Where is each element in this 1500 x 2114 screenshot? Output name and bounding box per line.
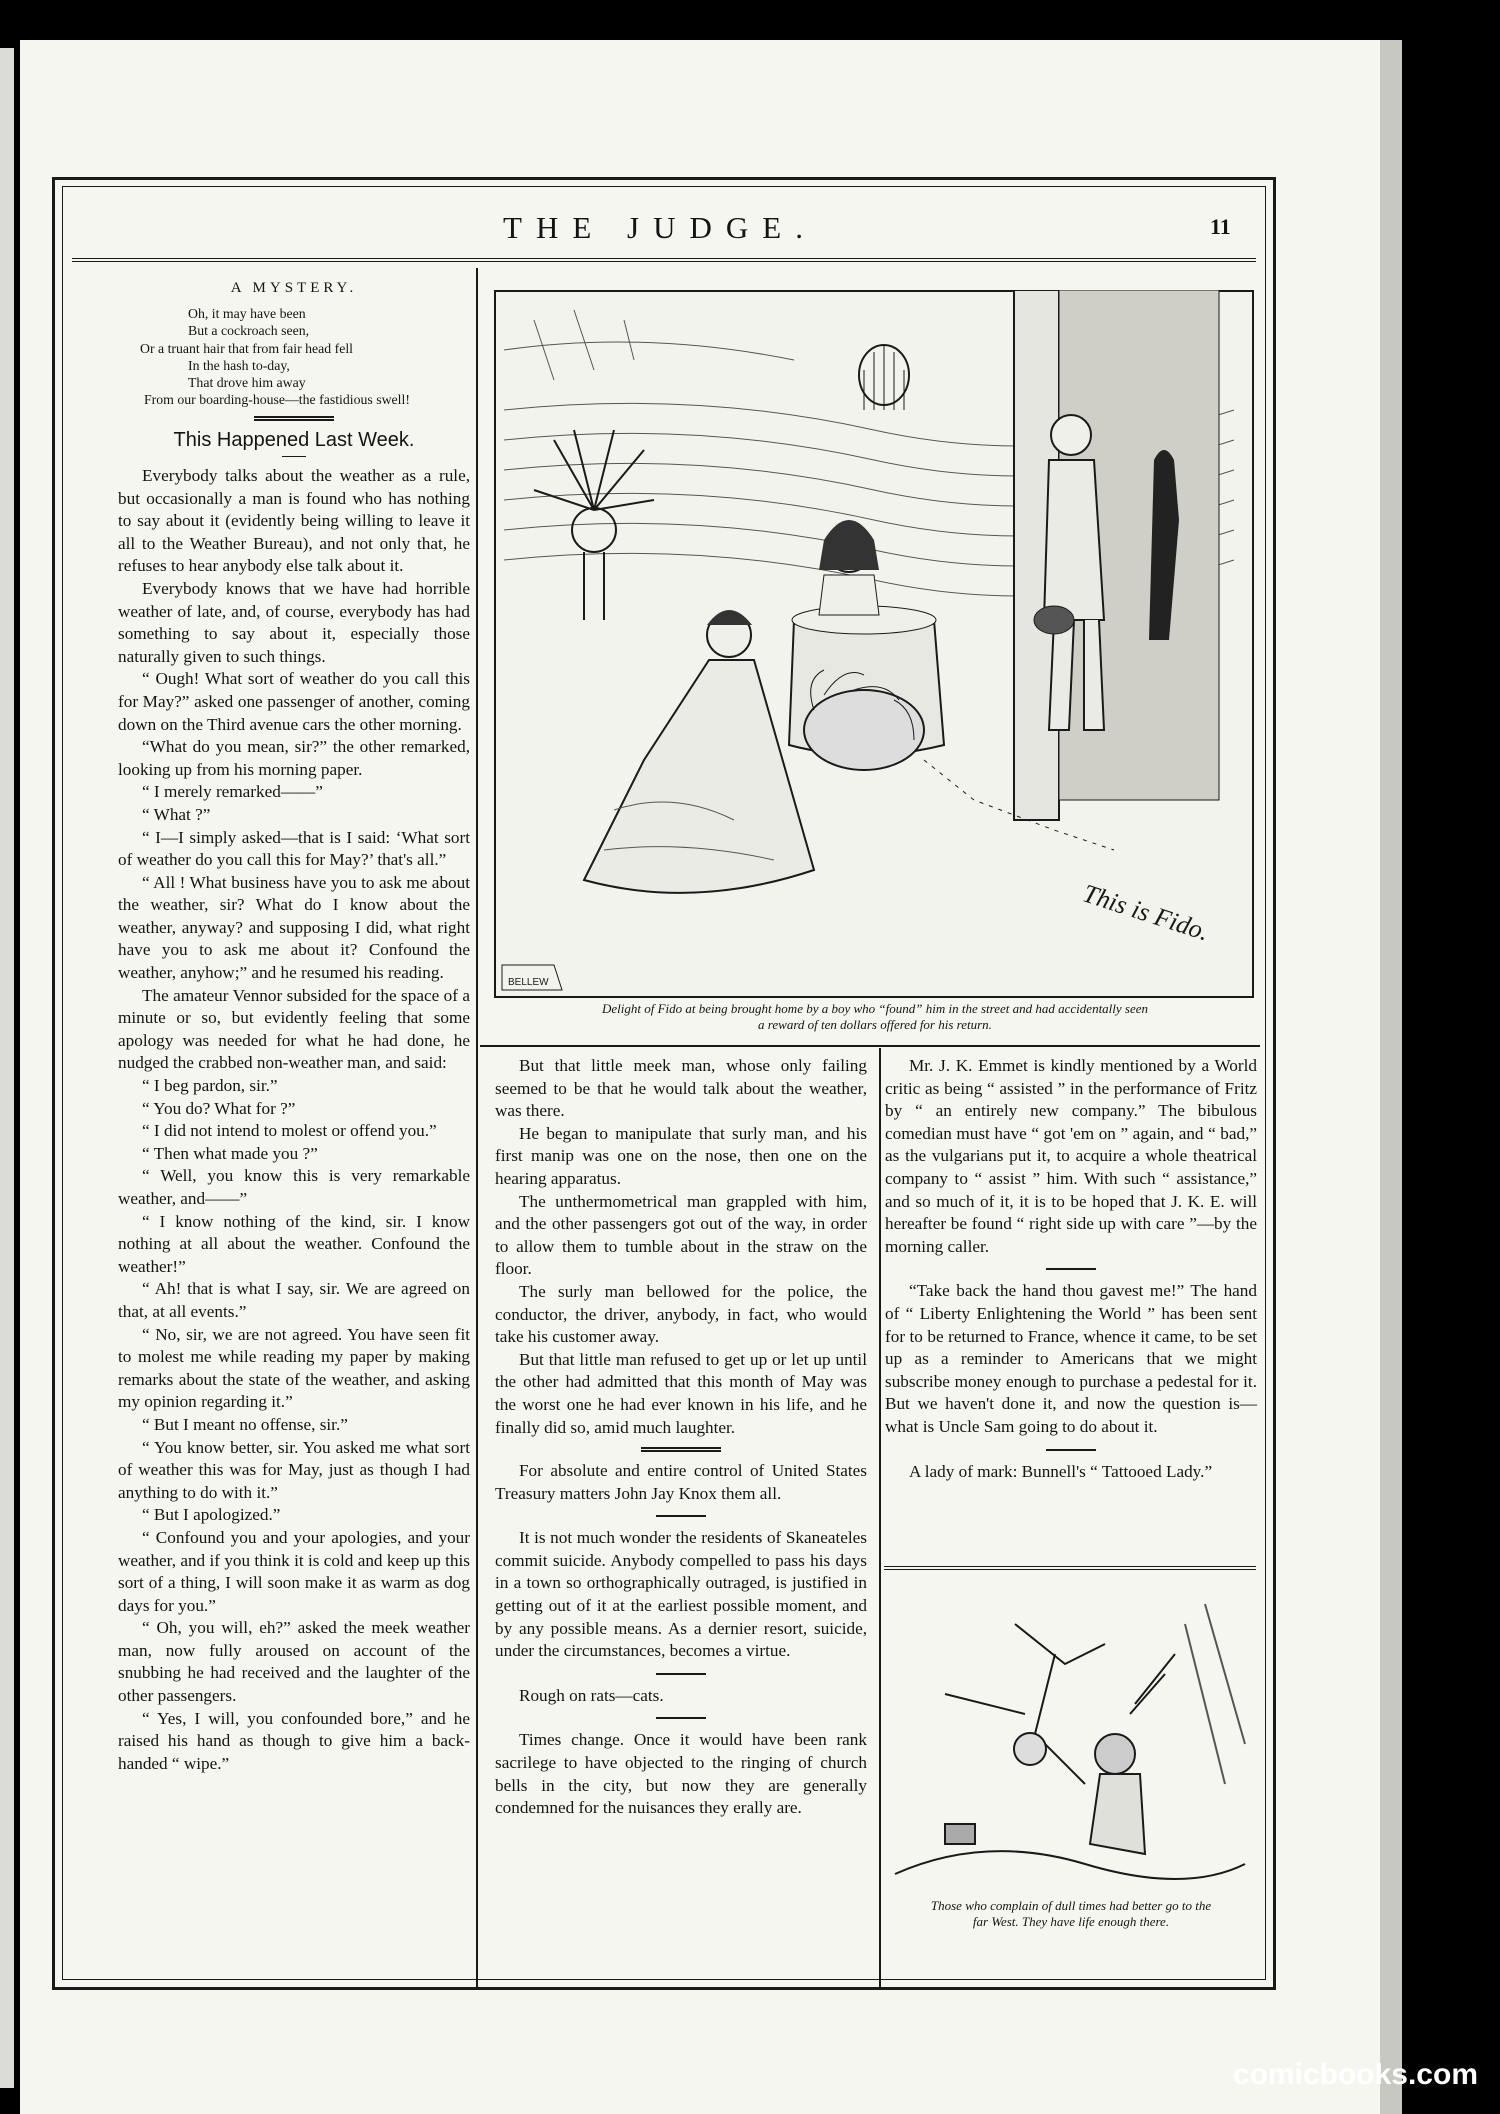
section-rule — [641, 1447, 721, 1452]
column-1 — [118, 280, 470, 1775]
item-rats: Rough on rats—cats. — [519, 1685, 664, 1705]
poem-title: A MYSTERY. — [230, 280, 358, 296]
story-paragraph: The unthermometrical man grappled with him, and the other passengers got out of the way, in order to allow them to tumble about in the straw on the floor. — [495, 1191, 867, 1279]
poem-line: But a cockroach seen, — [188, 323, 310, 339]
caption-line: far West. They have life enough there. — [972, 1914, 1170, 1929]
item-rule — [656, 1515, 706, 1517]
story-paragraph: “ Ough! What sort of weather do you call this for May?” asked one passenger of another, coming down on the Third avenue cars the other morning. — [118, 669, 470, 734]
illustration-bottom-rule — [480, 1045, 1260, 1047]
story-paragraph: “ But I meant no offense, sir.” — [142, 1414, 348, 1434]
site-watermark: comicbooks.com — [1232, 2058, 1478, 2091]
item-tattooed-lady: A lady of mark: Bunnell's “ Tattooed Lady.” — [909, 1461, 1213, 1481]
column-rule-1 — [476, 268, 478, 1988]
poem-line: Oh, it may have been — [188, 306, 306, 322]
poem-line: From our boarding-house—the fastidious swell! — [144, 392, 410, 408]
heading-rule — [282, 456, 306, 457]
story-paragraph: “ But I apologized.” — [142, 1505, 281, 1525]
story-paragraph: “ I did not intend to molest or offend you.” — [142, 1121, 437, 1141]
main-illustration-caption — [492, 1001, 1258, 1033]
story-paragraph: “ I beg pardon, sir.” — [142, 1076, 278, 1096]
caption-line: a reward of ten dollars offered for his return. — [758, 1017, 992, 1032]
story-paragraph: He began to manipulate that surly man, and his first manip was one on the nose, then one on the hearing apparatus. — [495, 1123, 867, 1188]
story-paragraph: The surly man bellowed for the police, the conductor, the driver, anybody, in fact, who would take his customer away. — [495, 1281, 867, 1347]
indian-figure-head — [1095, 1734, 1135, 1774]
story-paragraph: “ What ?” — [142, 804, 211, 824]
story-paragraph: “ Then what made you ?” — [142, 1143, 318, 1163]
caption-line: Delight of Fido at being brought home by a boy who “found” him in the street and had accidentally seen — [601, 1001, 1149, 1016]
story-paragraph: The amateur Vennor subsided for the space of a minute or so, but evidently feeling that some apology was needed for what he had done, he nudged the crabbed non-weather man, and said: — [118, 985, 470, 1073]
item-rule — [1046, 1268, 1096, 1270]
story-paragraph: “ Well, you know this is very remarkable weather, and——” — [118, 1166, 470, 1209]
caption-line: Those who complain of dull times had better go to the — [930, 1898, 1212, 1913]
page-number: 11 — [1210, 214, 1231, 239]
small-illustration-rule — [884, 1566, 1256, 1570]
item-rule — [1046, 1449, 1096, 1451]
poem-a-mystery — [118, 280, 470, 408]
story-paragraph: “ You know better, sir. You asked me what sort of weather this was for May, just as though I had anything to do with it.” — [118, 1437, 470, 1502]
story-paragraph: “ All ! What business have you to ask me about the weather, sir? What do I know about the weather, anyway? and supposing I did, what right have you to ask me about it? Confound the weather, anyhow;” and he resumed his reading. — [118, 872, 470, 983]
story-paragraph: “ Ah! that is what I say, sir. We are agreed on that, at all events.” — [118, 1279, 470, 1321]
story-paragraph: “ I—I simply asked—that is I said: ‘What sort of weather do you call this for May?’ that's all.” — [118, 827, 470, 870]
poem-line: Or a truant hair that from fair head fell — [140, 340, 353, 356]
page-edge-shadow — [1380, 40, 1402, 2114]
small-illustration — [885, 1584, 1257, 1896]
masthead-rule — [72, 258, 1256, 262]
story-heading: This Happened Last Week. — [173, 429, 415, 452]
story-paragraph: But that little meek man, whose only failing seemed to be that he would talk about the weather, was there. — [495, 1056, 867, 1121]
small-illustration-caption — [882, 1898, 1260, 1930]
story-paragraph: “ I know nothing of the kind, sir. I know nothing at all about the weather. Confound the weather!” — [118, 1211, 470, 1276]
column-2 — [495, 1055, 867, 1820]
inscription-this-is-fido: This is Fido. — [1079, 878, 1213, 947]
item-skaneateles: It is not much wonder the residents of Skaneateles commit suicide. Anybody compelled to pass his days in a town so orthographically outraged, is justified in getting out of it at the earliest possible moment, and by any possible means. As a dernier resort, suicide, under the circumstances, becomes a virtue. — [495, 1528, 867, 1661]
adjacent-page-edge — [0, 48, 14, 2088]
masthead-title: THE JUDGE. — [503, 210, 817, 245]
column-3 — [885, 1055, 1257, 1483]
ground-drawing — [895, 1851, 1245, 1879]
main-illustration — [494, 290, 1254, 998]
arm-drawing — [945, 1694, 1025, 1714]
story-paragraph: “ Yes, I will, you confounded bore,” and he raised his hand as though to give him a back-handed “ wipe.” — [118, 1708, 470, 1773]
item-knox: For absolute and entire control of United States Treasury matters John Jay Knox them all. — [495, 1461, 867, 1503]
story-paragraph: “ I merely remarked——” — [142, 782, 323, 802]
story-paragraph: “ Confound you and your apologies, and your weather, and if you think it is cold and keep up this sort of a thing, I will soon make it as warm as dog days for you.” — [118, 1527, 470, 1615]
item-rule — [656, 1673, 706, 1675]
poem-line: That drove him away — [188, 375, 306, 391]
feathers-drawing — [1130, 1654, 1175, 1714]
story-paragraph: “ Oh, you will, eh?” asked the meek weather man, now fully aroused on account of the snubbing he had received and the laughter of the other passengers. — [118, 1618, 470, 1706]
story-paragraph: Everybody knows that we have had horrible weather of late, and, of course, everybody has had something to say about it, especially those naturally given to such things. — [118, 578, 470, 666]
story-paragraph: “ No, sir, we are not agreed. You have seen fit to molest me while reading my paper by making remarks about the state of the weather, and asking my opinion regarding it.” — [118, 1324, 470, 1412]
story-paragraph: But that little man refused to get up or let up until the other had admitted that this month of May was the worst one he had ever known in his life, and he finally did so, amid much laughter. — [495, 1349, 867, 1437]
story-paragraph: Everybody talks about the weather as a rule, but occasionally a man is found who has nothing to say about it (evidently being willing to leave it all to the Weather Bureau), and not only that, he refuses to hear anybody else talk about it. — [118, 466, 470, 576]
section-rule — [254, 416, 334, 421]
artist-signature: BELLEW — [508, 977, 549, 988]
item-liberty: “Take back the hand thou gavest me!” The hand of “ Liberty Enlightening the World ” has been sent for to be returned to France, whence it came, to be set up as a reminder to Americans that we might subscribe money enough to purchase a pedestal for it. But we haven't done it, and now the question is—what is Uncle Sam going to do about it. — [885, 1281, 1257, 1436]
story-paragraph: “ You do? What for ?” — [142, 1098, 296, 1118]
column-rule-2 — [879, 1048, 881, 1988]
item-church-bells: Times change. Once it would have been rank sacrilege to have objected to the ringing of church bells in the city, but now they are generally condemned for the nuisances they erally are. — [495, 1730, 867, 1818]
story-paragraph: “What do you mean, sir?” the other remarked, looking up from his morning paper. — [118, 737, 470, 779]
item-rule — [656, 1717, 706, 1719]
item-emmet: Mr. J. K. Emmet is kindly mentioned by a World critic as being “ assisted ” in the performance of Fritz by “ an entirely new company.” The bibulous comedian must have “ got 'em on ” again, and “ bad,” as the vulgarians put it, to acquire a whole theatrical company to “ assist ” him. With such “ assistance,” and so much of it, it is to be hoped that J. K. E. will hereafter be found “ right side up with care ”—by the morning caller. — [885, 1056, 1257, 1256]
poem-line: In the hash to-day, — [188, 357, 290, 373]
